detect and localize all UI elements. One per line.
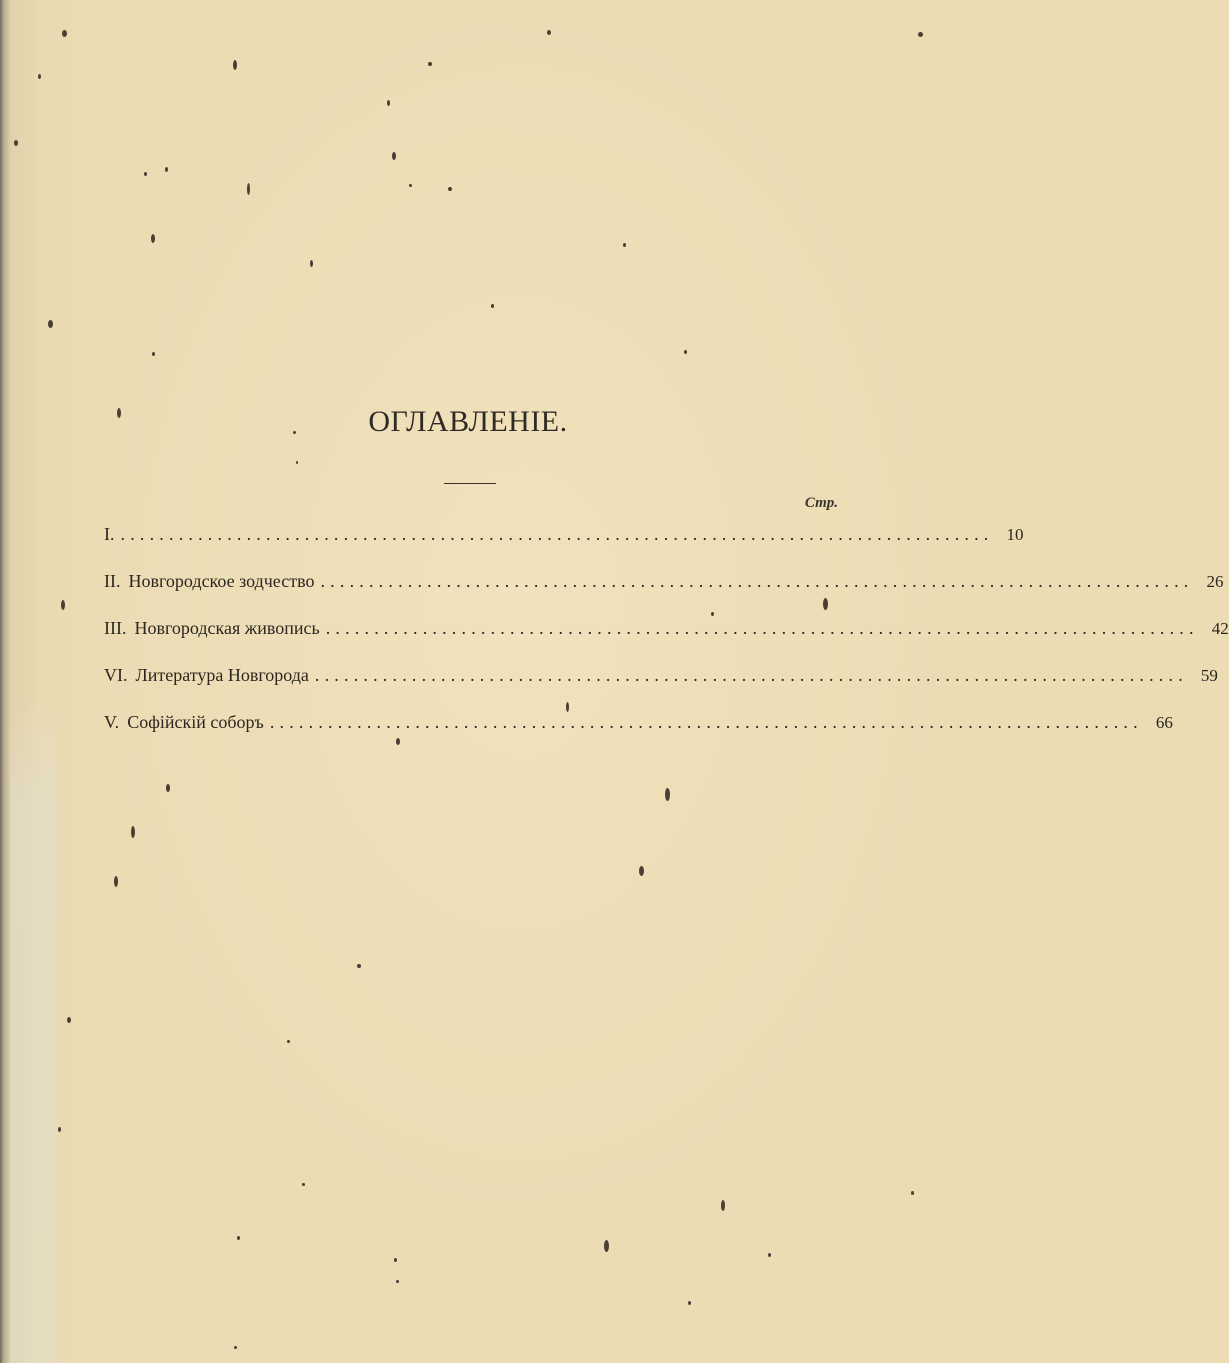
- toc-entry-number: VI.: [104, 665, 128, 685]
- paper-speck: [61, 600, 65, 610]
- paper-speck: [58, 1127, 61, 1132]
- page-spine-edge: [0, 0, 10, 1363]
- toc-leader-dots: ..........................................................................................: [320, 571, 1194, 591]
- paper-speck: [491, 304, 494, 308]
- paper-speck: [394, 1258, 397, 1262]
- toc-entry-title: Новгородская живопись: [134, 618, 320, 638]
- paper-speck: [296, 461, 298, 464]
- toc-entry-page: 10: [1006, 525, 1024, 544]
- toc-leader-dots: ..........................................................................................: [269, 712, 1143, 732]
- toc-leader-dots: ..........................................................................................: [314, 665, 1188, 685]
- toc-entry-number: III.: [104, 618, 127, 638]
- toc-entry: [104, 665, 1218, 712]
- paper-speck: [151, 234, 155, 243]
- page-edge-fade: [10, 700, 58, 1363]
- paper-speck: [293, 431, 296, 434]
- paper-speck: [409, 184, 412, 187]
- toc-entry-title: Литература Новгорода: [135, 665, 309, 685]
- paper-speck: [396, 1280, 399, 1283]
- paper-speck: [428, 62, 432, 66]
- toc-entry: [104, 712, 1173, 759]
- paper-speck: [639, 866, 644, 876]
- paper-speck: [247, 183, 250, 195]
- paper-speck: [665, 788, 670, 801]
- toc-leader-dots: ..........................................................................................: [120, 524, 994, 544]
- paper-speck: [604, 1240, 609, 1252]
- page-column-label: Стр.: [804, 495, 838, 511]
- toc-entry-page: 26: [1206, 572, 1224, 591]
- paper-speck: [566, 702, 569, 712]
- toc-entry: [104, 571, 1224, 618]
- toc-entry: [104, 618, 1229, 665]
- paper-speck: [233, 60, 237, 70]
- paper-speck: [911, 1191, 914, 1195]
- title-divider: [444, 483, 496, 484]
- paper-speck: [131, 826, 135, 838]
- paper-speck: [396, 738, 400, 745]
- paper-speck: [392, 152, 396, 160]
- paper-speck: [547, 30, 551, 35]
- paper-speck: [918, 32, 923, 37]
- page-title: ОГЛАВЛЕНIЕ.: [368, 405, 568, 438]
- toc-entry-number: II.: [104, 571, 121, 591]
- paper-speck: [823, 598, 828, 610]
- toc-entry-title: Новгородское зодчество: [128, 571, 315, 591]
- paper-speck: [234, 1346, 237, 1349]
- paper-speck: [684, 350, 687, 354]
- toc-entry-number: V.: [104, 712, 120, 732]
- paper-speck: [287, 1040, 290, 1043]
- toc-entry-title: Софiйскiй соборъ: [127, 712, 264, 732]
- paper-speck: [357, 964, 361, 968]
- paper-speck: [237, 1236, 240, 1240]
- paper-speck: [144, 172, 147, 176]
- paper-speck: [448, 187, 452, 191]
- paper-speck: [14, 140, 18, 146]
- paper-speck: [310, 260, 313, 267]
- toc-entry-page: 66: [1155, 713, 1173, 732]
- paper-speck: [623, 243, 626, 247]
- toc-leader-dots: ..........................................................................................: [325, 618, 1199, 638]
- paper-speck: [721, 1200, 725, 1211]
- paper-speck: [38, 74, 41, 79]
- paper-speck: [166, 784, 170, 792]
- paper-speck: [114, 876, 118, 887]
- paper-speck: [711, 612, 714, 616]
- toc-entry-page: 42: [1211, 619, 1229, 638]
- paper-speck: [48, 320, 53, 328]
- toc-entry-page: 59: [1200, 666, 1218, 685]
- paper-speck: [152, 352, 155, 356]
- paper-speck: [302, 1183, 305, 1186]
- paper-speck: [117, 408, 121, 418]
- toc-entry: [104, 524, 1024, 571]
- paper-speck: [67, 1017, 71, 1023]
- paper-speck: [768, 1253, 771, 1257]
- paper-speck: [387, 100, 390, 106]
- paper-speck: [62, 30, 67, 37]
- table-of-contents: [104, 524, 1229, 759]
- paper-speck: [165, 167, 168, 172]
- toc-entry-number: I.: [104, 524, 115, 544]
- paper-speck: [688, 1301, 691, 1305]
